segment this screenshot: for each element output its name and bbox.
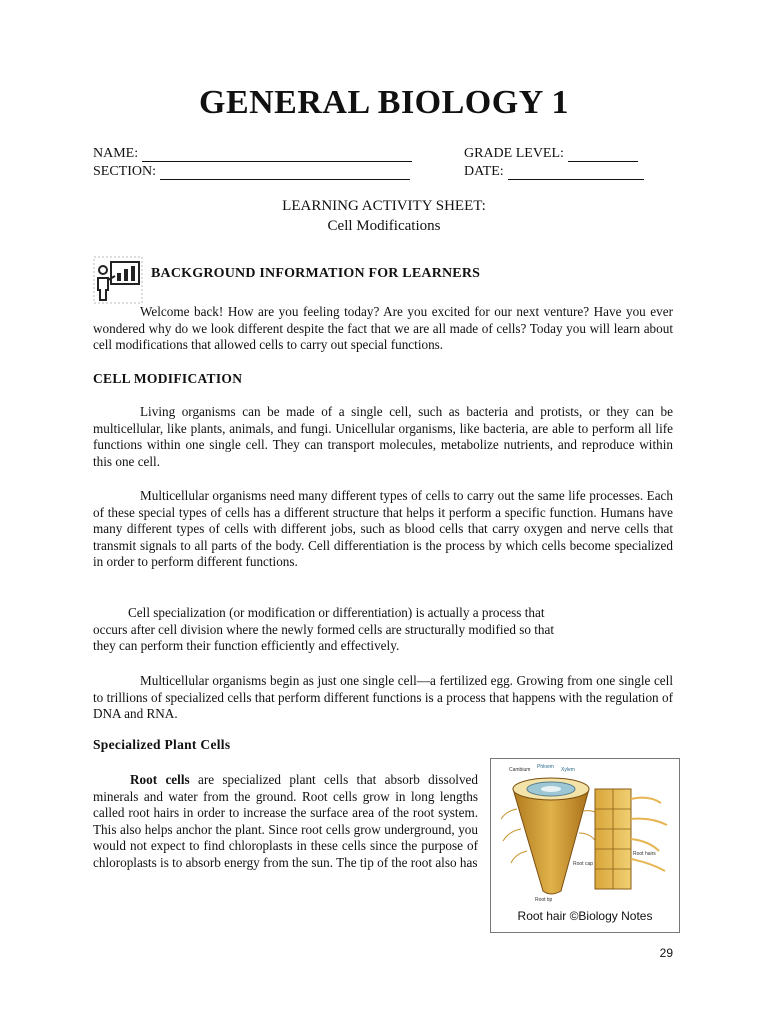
name-label: NAME: bbox=[93, 146, 139, 161]
paragraph-3-line-2: occurs after cell division where the newly formed cells are structurally modified so that bbox=[93, 621, 555, 637]
root-cells-text: are specialized plant cells that absorb dissolved minerals and water from the ground. Root cells grow in long lengths called root hairs in order to increase the surface area of the root system. This also helps anchor the plant. Since root cells grow underground, you would not expect to find chloroplasts in these cells since the purpose of chloroplasts is to absorb energy from the sun. The tip of the root also has bbox=[93, 772, 478, 870]
background-heading: BACKGROUND INFORMATION FOR LEARNERS bbox=[151, 266, 481, 281]
root-cells-paragraph bbox=[93, 772, 478, 872]
section-field bbox=[93, 164, 410, 180]
cell-modification-paragraph-4: Multicellular organisms begin as just one single cell—a fertilized egg. Growing from one single cell to trillions of specialized cells that perform different functions is a process that happens with the regulation of DNA and RNA. bbox=[93, 673, 673, 722]
figure-label-cambium: Cambium bbox=[509, 767, 531, 773]
cell-modification-paragraph-3 bbox=[93, 605, 693, 655]
figure-label-xylem: Xylem bbox=[561, 767, 575, 773]
page-title: GENERAL BIOLOGY 1 bbox=[199, 84, 569, 121]
cell-modification-paragraph-2: Multicellular organisms need many different types of cells to carry out the same life processes. Each of these special types of cells has a different structure that helps it perform a specific function. Humans have many different types of cells with different jobs, such as blood cells that carry oxygen and nerve cells that transmit signals to all parts of the body. Cell differentiation is the process by which cells become specialized in order to perform different functions. bbox=[93, 488, 673, 570]
date-label: DATE: bbox=[464, 164, 504, 179]
date-input-line[interactable] bbox=[508, 166, 644, 180]
figure-caption: Root hair ©Biology Notes bbox=[517, 909, 653, 923]
grade-level-field bbox=[464, 146, 638, 162]
figure-label-phloem: Phloem bbox=[537, 764, 554, 770]
root-hair-illustration bbox=[491, 759, 679, 904]
root-hair-figure bbox=[490, 758, 680, 933]
figure-label-root-cap: Root cap bbox=[573, 861, 594, 867]
intro-paragraph: Welcome back! How are you feeling today? Are you excited for our next venture? Have you ever wondered why do we look different despite the fact that we are all made of cells? Today you will learn about cell modifications that allowed cells to carry out special functions. bbox=[93, 304, 673, 353]
section-label: SECTION: bbox=[93, 164, 156, 179]
sheet-subheading: Cell Modifications bbox=[327, 218, 441, 234]
grade-level-label: GRADE LEVEL: bbox=[464, 146, 564, 161]
figure-label-root-hairs: Root hairs bbox=[633, 851, 656, 857]
section-input-line[interactable] bbox=[160, 166, 410, 180]
page-number: 29 bbox=[659, 946, 673, 960]
figure-label-root-tip: Root tip bbox=[535, 897, 553, 903]
presenter-board-icon bbox=[93, 256, 143, 304]
cell-modification-paragraph-1: Living organisms can be made of a single cell, such as bacteria and protists, or they can be multicellular, like plants, animals, and fungi. Unicellular organisms, like bacteria, are able to perform all life functions within one single cell. They can transport molecules, metabolize nutrients, and reproduce within this one cell. bbox=[93, 404, 673, 469]
sheet-heading: LEARNING ACTIVITY SHEET: bbox=[282, 198, 486, 214]
cell-modification-heading: CELL MODIFICATION bbox=[93, 371, 243, 386]
plant-cells-heading: Specialized Plant Cells bbox=[93, 737, 231, 752]
name-input-line[interactable] bbox=[142, 148, 412, 162]
paragraph-3-line-1: Cell specialization (or modification or differentiation) is actually a process that bbox=[128, 605, 545, 620]
date-field bbox=[464, 164, 644, 180]
name-field bbox=[93, 146, 412, 162]
grade-level-input-line[interactable] bbox=[568, 148, 638, 162]
root-cells-term: Root cells bbox=[130, 772, 190, 787]
paragraph-3-line-3: they can perform their function efficiently and effectively. bbox=[93, 638, 400, 654]
